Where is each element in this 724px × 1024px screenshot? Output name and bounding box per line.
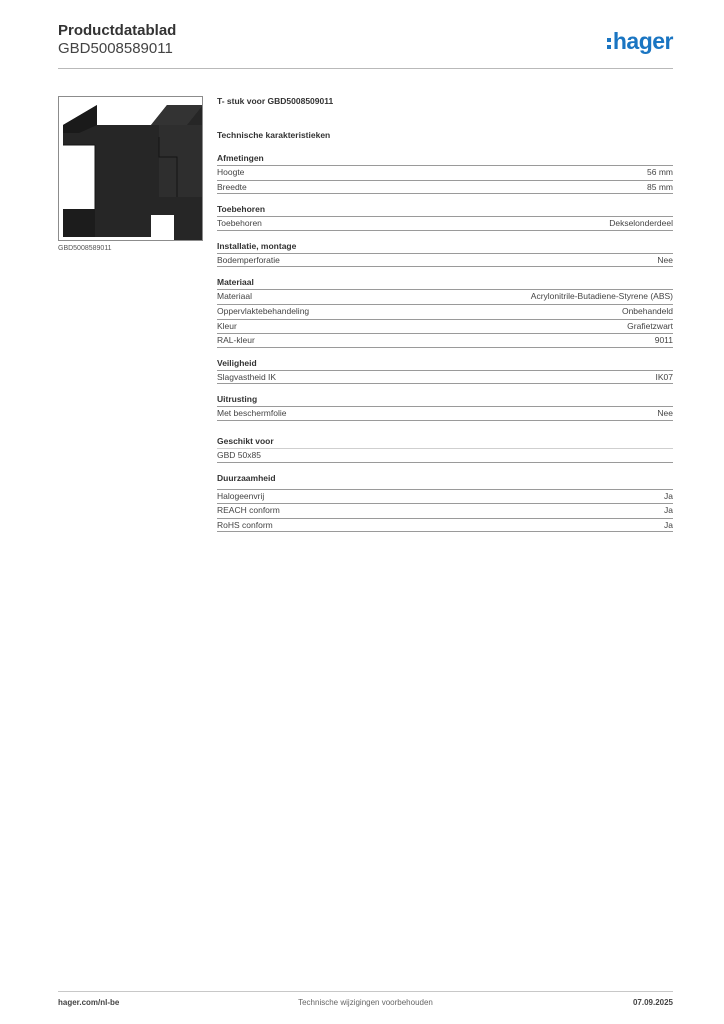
footer-divider bbox=[58, 991, 673, 992]
spec-value: 9011 bbox=[654, 335, 673, 346]
spec-value: 85 mm bbox=[647, 181, 673, 192]
suitable-label: GBD 50x85 bbox=[217, 449, 261, 460]
spec-row bbox=[217, 518, 673, 533]
spec-value: Ja bbox=[664, 505, 673, 516]
spec-group-dimensions bbox=[217, 152, 673, 194]
group-title: Uitrusting bbox=[217, 394, 258, 405]
suitable-for bbox=[217, 435, 673, 463]
spec-value: Ja bbox=[664, 519, 673, 530]
spec-label: Halogeenvrij bbox=[217, 490, 265, 501]
spec-value: Onbehandeld bbox=[621, 305, 673, 316]
spec-label: REACH conform bbox=[217, 505, 280, 516]
group-title: Veiligheid bbox=[217, 357, 257, 368]
spec-value: 56 mm bbox=[647, 167, 673, 177]
spec-label: Kleur bbox=[217, 320, 237, 331]
spec-value: Nee bbox=[657, 408, 673, 419]
spec-row bbox=[217, 289, 673, 304]
document-title: Productdatablad bbox=[58, 22, 177, 39]
footer-website-link[interactable]: hager.com/nl-be bbox=[58, 998, 120, 1007]
spec-label: RAL-kleur bbox=[217, 335, 255, 346]
spec-group-material bbox=[217, 276, 673, 347]
group-title: Duurzaamheid bbox=[217, 472, 276, 483]
logo-text: hager bbox=[612, 27, 673, 54]
group-title: Materiaal bbox=[217, 277, 254, 288]
spec-group-sustainability bbox=[217, 472, 673, 533]
spec-label: Toebehoren bbox=[217, 218, 262, 229]
group-title: Geschikt voor bbox=[217, 435, 274, 446]
spec-group-equipment bbox=[217, 393, 673, 421]
spec-row bbox=[217, 370, 673, 385]
spec-row bbox=[217, 253, 673, 268]
spec-row bbox=[217, 319, 673, 334]
spec-value: Nee bbox=[657, 254, 673, 265]
spec-label: Breedte bbox=[217, 181, 247, 192]
page-footer bbox=[58, 998, 673, 1010]
header-divider bbox=[58, 68, 673, 69]
spec-row bbox=[217, 180, 673, 195]
spec-value: IK07 bbox=[655, 371, 673, 382]
spec-label: Materiaal bbox=[217, 291, 252, 302]
spec-value: Acrylonitrile-Butadiene-Styrene (ABS) bbox=[530, 291, 673, 302]
spec-value: Ja bbox=[664, 490, 673, 501]
spec-label: Slagvastheid IK bbox=[217, 371, 277, 382]
spec-label: Met beschermfolie bbox=[217, 408, 287, 419]
group-title: Installatie, montage bbox=[217, 240, 297, 251]
product-code: GBD5008589011 bbox=[58, 40, 173, 57]
specs-title: Technische karakteristieken bbox=[217, 130, 331, 140]
logo-dots-icon bbox=[607, 38, 611, 49]
t-piece-product-image bbox=[59, 97, 203, 241]
spec-label: Bodemperforatie bbox=[217, 254, 280, 265]
hager-logo bbox=[607, 28, 673, 54]
spec-row bbox=[217, 489, 673, 504]
spec-label: Oppervlaktebehandeling bbox=[217, 305, 310, 316]
spec-row bbox=[217, 165, 673, 180]
spec-label: RoHS conform bbox=[217, 519, 273, 530]
specifications bbox=[217, 96, 673, 541]
spec-label: Hoogte bbox=[217, 167, 245, 177]
spec-row bbox=[217, 333, 673, 348]
spec-row bbox=[217, 304, 673, 319]
spec-row bbox=[217, 406, 673, 421]
product-name: T- stuk voor GBD5008509011 bbox=[217, 96, 334, 106]
spec-row bbox=[217, 216, 673, 231]
spec-value: Dekselonderdeel bbox=[609, 218, 673, 229]
spec-row bbox=[217, 503, 673, 518]
spec-group-installation bbox=[217, 240, 673, 268]
suitable-item bbox=[217, 448, 673, 463]
group-title: Afmetingen bbox=[217, 153, 264, 163]
spec-group-safety bbox=[217, 357, 673, 385]
footer-date: 07.09.2025 bbox=[632, 998, 673, 1007]
page-header bbox=[58, 22, 673, 70]
spec-value: Grafietzwart bbox=[627, 320, 673, 331]
group-title: Toebehoren bbox=[217, 204, 266, 215]
footer-notice: Technische wijzigingen voorbehouden bbox=[298, 998, 433, 1007]
image-caption: GBD5008589011 bbox=[58, 245, 112, 252]
product-image bbox=[58, 96, 203, 241]
spec-group-accessories bbox=[217, 203, 673, 231]
